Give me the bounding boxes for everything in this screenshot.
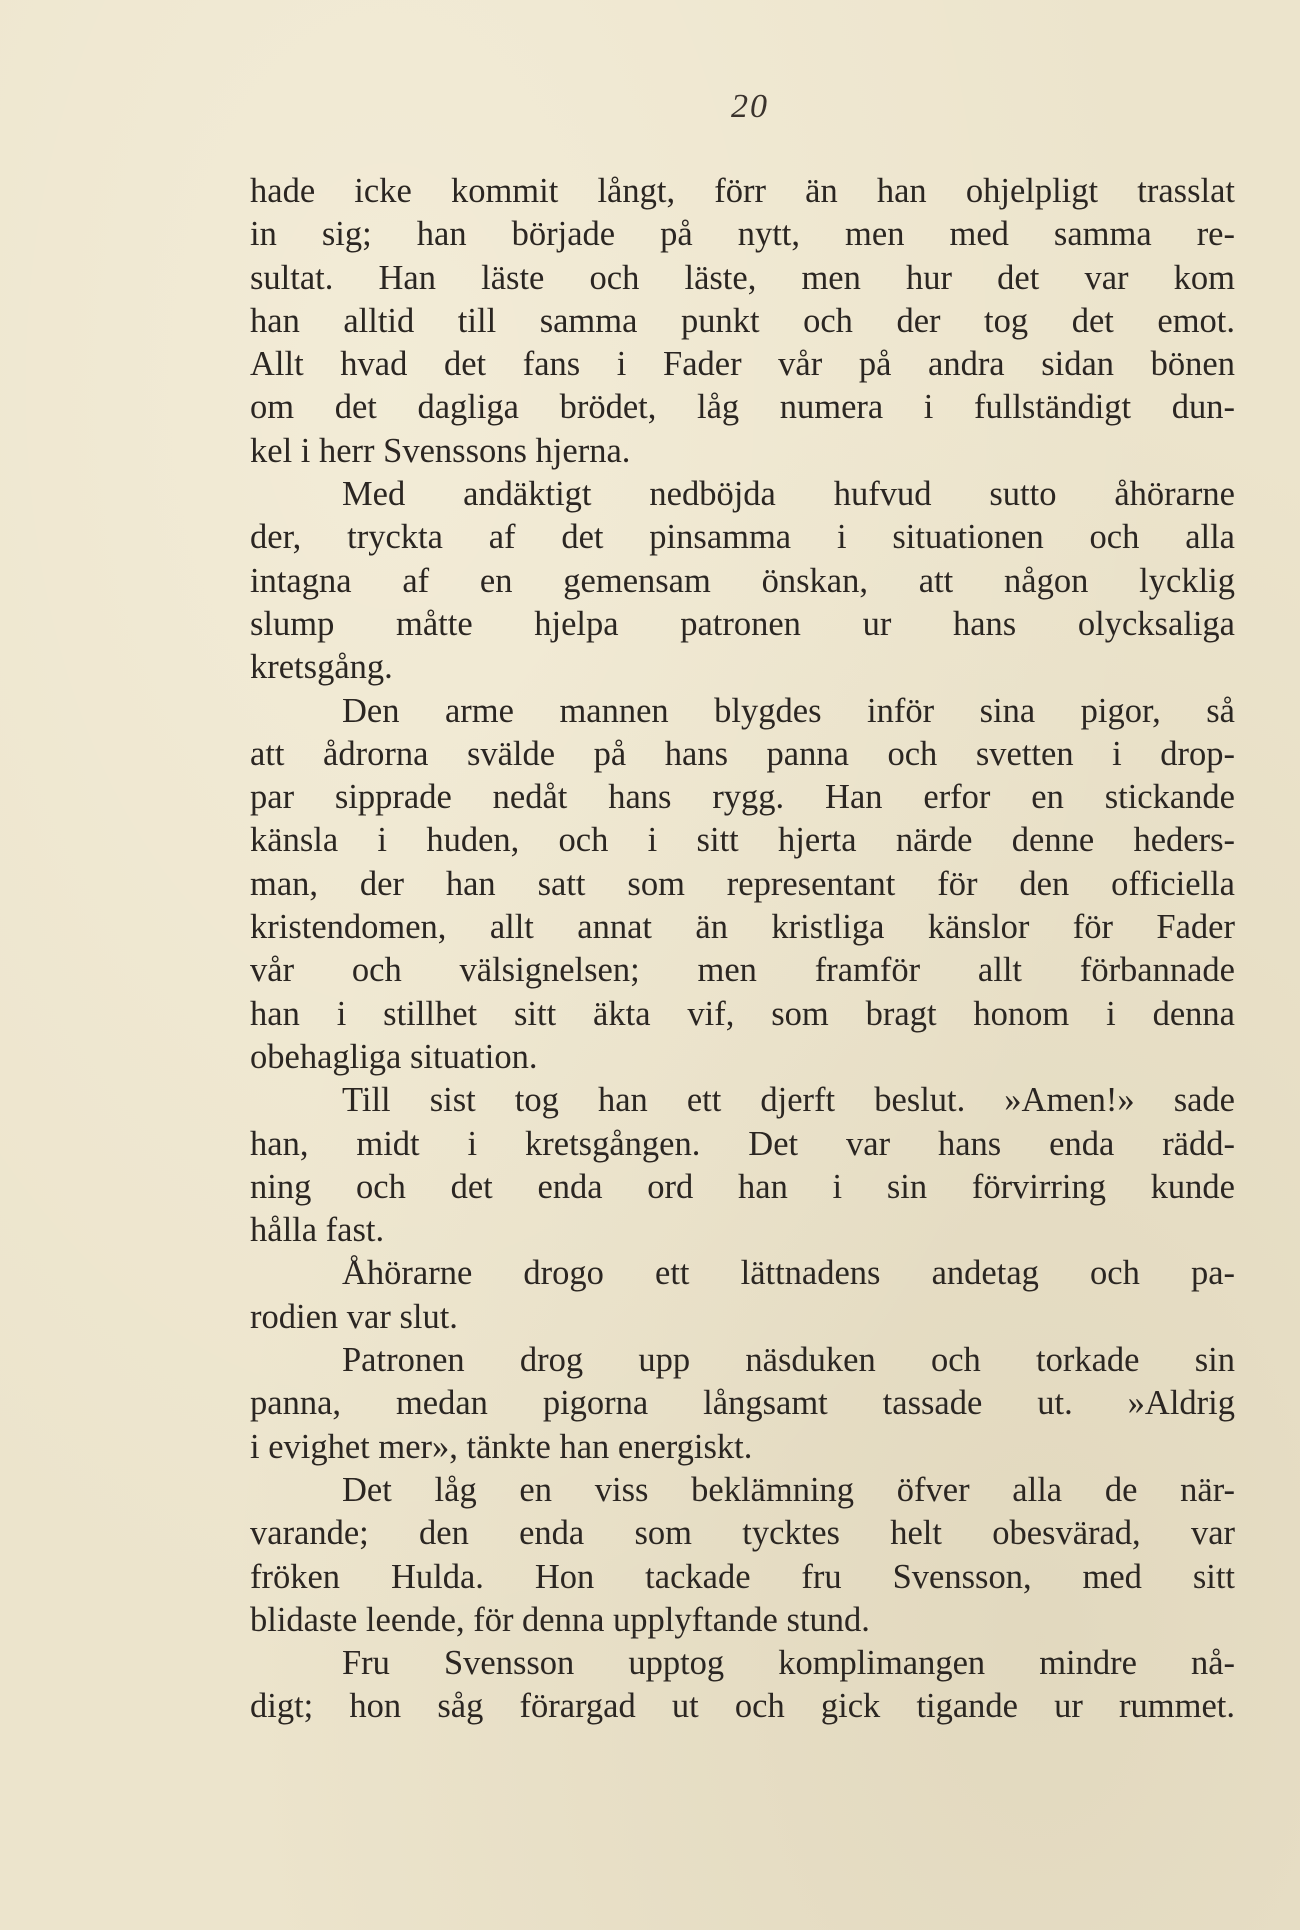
text-line: intagna af en gemensam önskan, att någon lycklig	[250, 561, 1235, 600]
paragraph	[250, 1079, 1235, 1252]
text-line: der, tryckta af det pinsamma i situationen och alla	[250, 518, 1235, 557]
text-line: att ådrorna svälde på hans panna och svetten i drop-	[250, 734, 1235, 773]
text-line: Till sist tog han ett djerft beslut. »Amen!» sade	[342, 1081, 1235, 1120]
paragraph	[250, 170, 1235, 473]
text-line: Med andäktigt nedböjda hufvud sutto åhörarne	[342, 475, 1235, 514]
text-line: rodien var slut.	[250, 1297, 458, 1336]
text-line: Patronen drog upp näsduken och torkade sin	[342, 1341, 1235, 1380]
text-line: par sipprade nedåt hans rygg. Han erfor en stickande	[250, 778, 1235, 817]
paragraph	[250, 1469, 1235, 1642]
text-line: fröken Hulda. Hon tackade fru Svensson, med sitt	[250, 1557, 1235, 1596]
text-line: varande; den enda som tycktes helt obesvärad, var	[250, 1514, 1235, 1553]
text-line: Åhörarne drogo ett lättnadens andetag och pa-	[342, 1254, 1235, 1293]
text-line: panna, medan pigorna långsamt tassade ut. »Aldrig	[250, 1384, 1235, 1423]
text-line: kretsgång.	[250, 648, 393, 687]
text-line: blidaste leende, för denna upplyftande stund.	[250, 1600, 870, 1639]
text-line: digt; hon såg förargad ut och gick tigande ur rummet.	[250, 1687, 1235, 1726]
paragraph	[250, 473, 1235, 689]
text-line: sultat. Han läste och läste, men hur det var kom	[250, 258, 1235, 297]
text-line: vår och välsignelsen; men framför allt förbannade	[250, 951, 1235, 990]
text-line: han alltid till samma punkt och der tog det emot.	[250, 301, 1235, 340]
text-line: Den arme mannen blygdes inför sina pigor, så	[342, 691, 1235, 730]
text-line: obehagliga situation.	[250, 1037, 538, 1076]
text-line: Allt hvad det fans i Fader vår på andra sidan bönen	[250, 345, 1235, 384]
text-line: i evighet mer», tänkte han energiskt.	[250, 1427, 753, 1466]
text-line: kel i herr Svenssons hjerna.	[250, 431, 631, 470]
text-line: känsla i huden, och i sitt hjerta närde denne heders-	[250, 821, 1235, 860]
paragraph	[250, 1339, 1235, 1469]
text-line: slump måtte hjelpa patronen ur hans olycksaliga	[250, 604, 1235, 643]
text-line: in sig; han började på nytt, men med samma re-	[250, 215, 1235, 254]
text-line: hade icke kommit långt, förr än han ohjelpligt trasslat	[250, 172, 1235, 210]
text-line: man, der han satt som representant för den officiella	[250, 864, 1235, 903]
page-number: 20	[731, 88, 769, 125]
text-line: Det låg en viss beklämning öfver alla de när-	[342, 1470, 1235, 1509]
body-text	[250, 170, 1235, 1729]
paragraph	[250, 1252, 1235, 1339]
paragraph	[250, 1642, 1235, 1729]
text-line: ning och det enda ord han i sin förvirring kunde	[250, 1167, 1235, 1206]
text-line: han i stillhet sitt äkta vif, som bragt honom i denna	[250, 994, 1235, 1033]
text-line: om det dagliga brödet, låg numera i fullständigt dun-	[250, 388, 1235, 427]
paragraph	[250, 690, 1235, 1080]
text-line: han, midt i kretsgången. Det var hans enda rädd-	[250, 1124, 1235, 1163]
text-line: Fru Svensson upptog komplimangen mindre nå-	[342, 1644, 1235, 1683]
text-line: kristendomen, allt annat än kristliga känslor för Fader	[250, 908, 1235, 947]
text-line: hålla fast.	[250, 1211, 385, 1250]
